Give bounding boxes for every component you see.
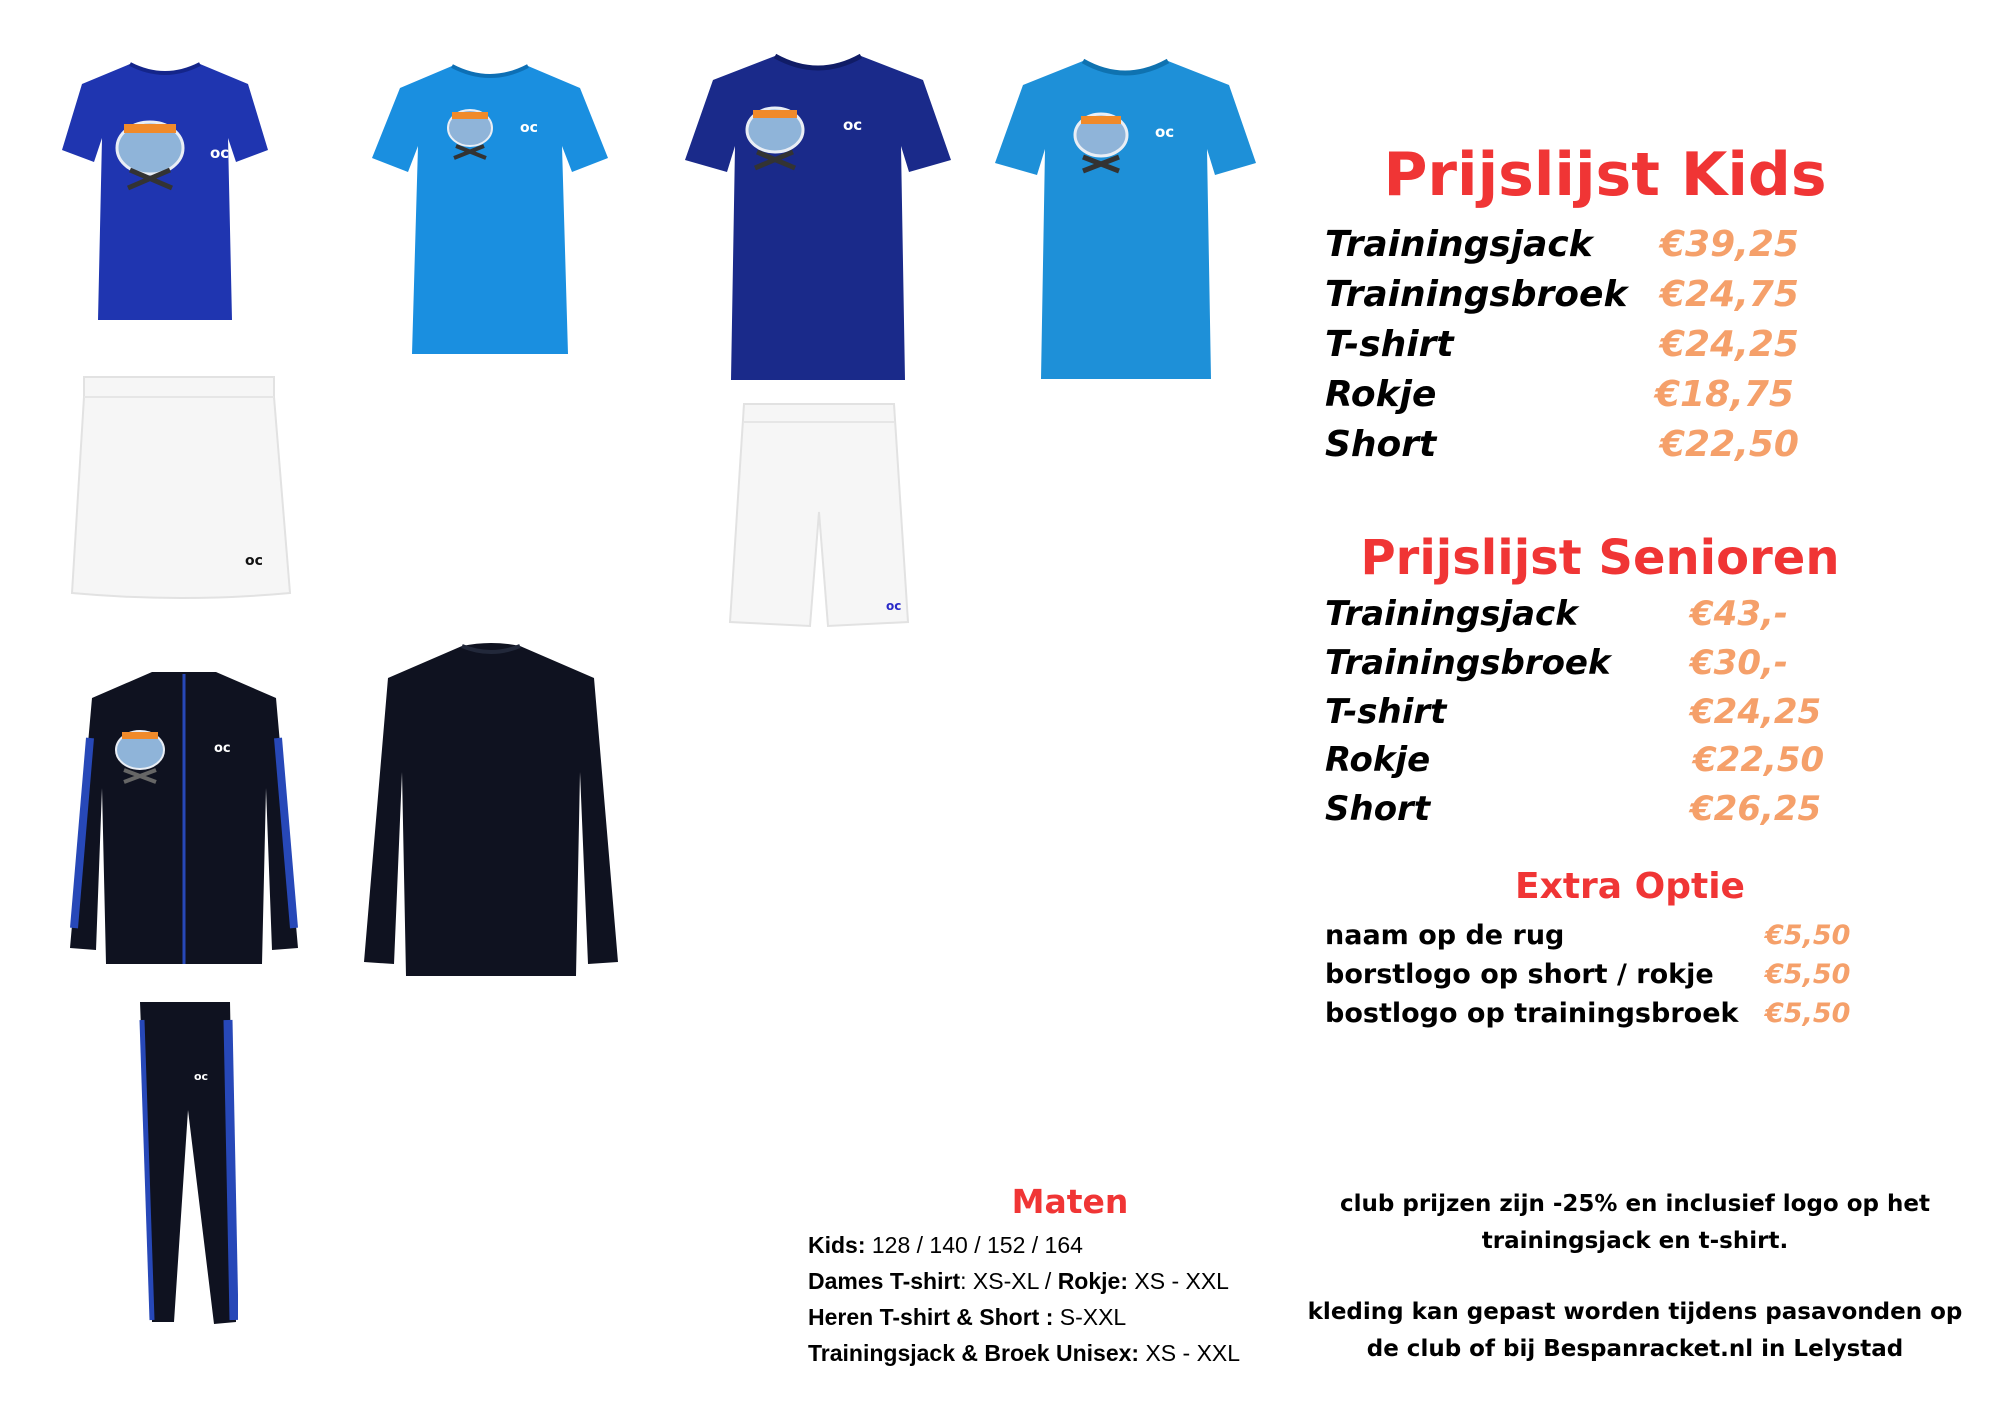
sizes-men: Heren T-shirt & Short : S-XXL [808,1304,1127,1330]
sizes-women: Dames T-shirt: XS-XL / Rokje: XS - XXL [808,1268,1229,1294]
womens-tshirt-sky-blue [370,58,610,358]
sizes-heading: Maten [1011,1182,1129,1221]
brand-mark-icon: oc [520,120,538,136]
sizes-kids: Kids: 128 / 140 / 152 / 164 [808,1232,1083,1258]
brand-mark-icon: oc [886,599,902,613]
brand-mark-icon: oc [214,741,231,756]
fitting-note: kleding kan gepast worden tijdens pasavonden op de club of bij Bespanracket.nl in Lelystad [1307,1299,1963,1362]
training-jacket-front [66,668,302,970]
brand-mark-icon: oc [843,116,863,134]
brand-mark-icon: oc [245,553,263,569]
extra-option-heading: Extra Optie [1515,866,1745,907]
skirt-white [70,375,292,600]
mens-tshirt-navy [683,50,953,386]
womens-tshirt-royal-blue [60,58,270,326]
brand-mark-icon: oc [1155,123,1175,141]
brand-mark-icon: oc [194,1070,209,1083]
sizes-tracksuit: Trainingsjack & Broek Unisex: XS - XXL [808,1340,1241,1366]
brand-mark-icon: oc [210,144,230,162]
training-jacket-back [362,642,620,982]
kids-price-heading: Prijslijst Kids [1383,140,1827,210]
training-pants [138,1000,238,1328]
shorts-white [728,402,910,628]
mens-tshirt-azure [993,55,1258,385]
club-discount-note: club prijzen zijn -25% en inclusief logo op het trainingsjack en t-shirt. [1340,1191,1930,1254]
seniors-price-heading: Prijslijst Senioren [1360,530,1840,586]
